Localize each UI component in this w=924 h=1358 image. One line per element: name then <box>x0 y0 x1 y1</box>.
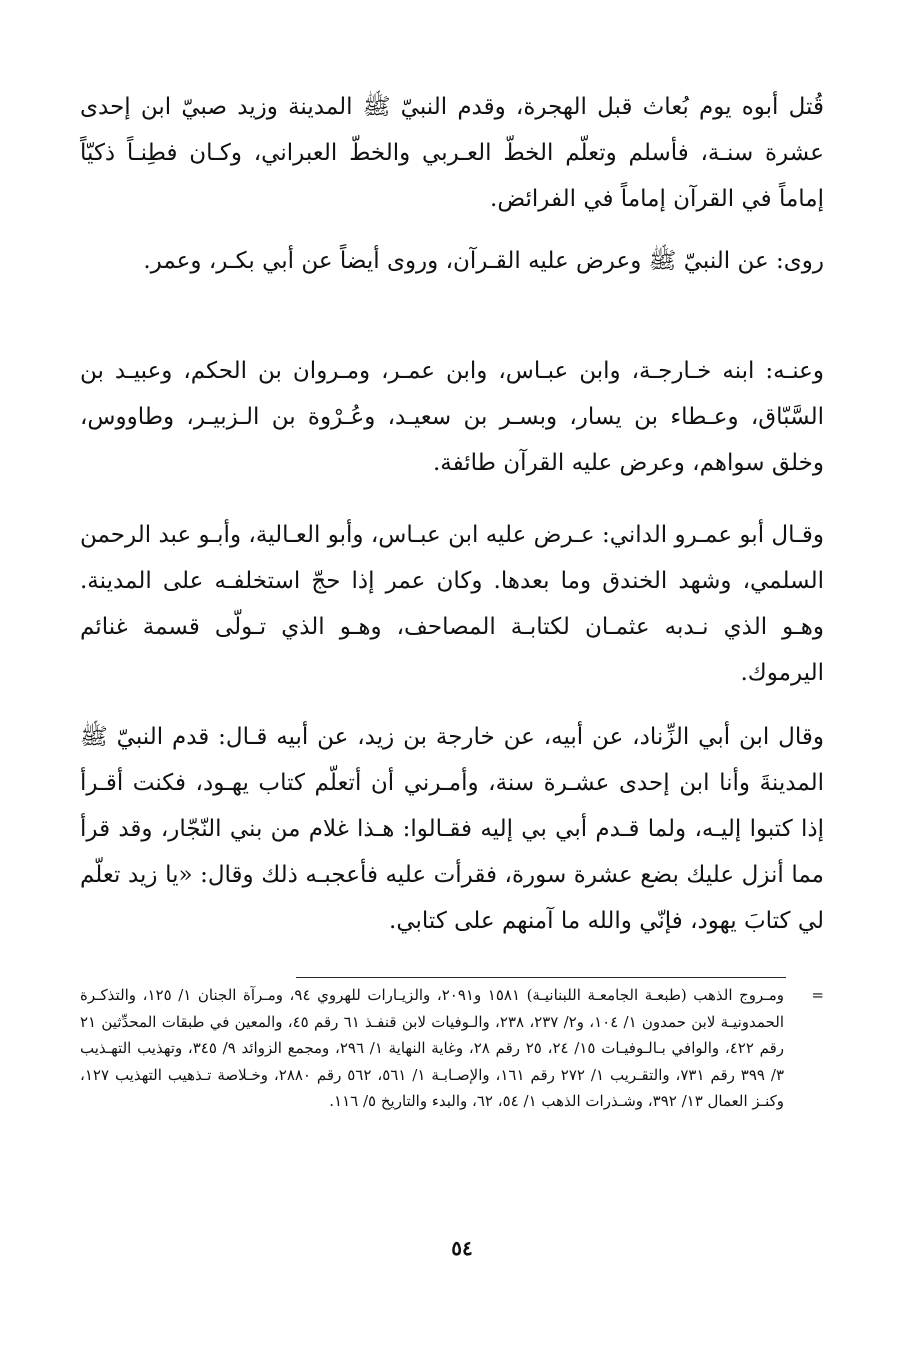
paragraph-narrated-from: روى: عن النبيّ ﷺ وعرض عليه القـرآن، وروى أيضاً عن أبي بكـر، وعمر. <box>143 248 824 274</box>
paragraph-al-dani-quote: وقـال أبو عمـرو الداني: عـرض عليه ابن عبـاس، وأبو العـالية، وأبـو عبد الرحمن السلمي، وشهد الخندق وما بعدها. وكان عمر إذا حجّ استخلفـه على المدينة. وهـو الذي نـدبه عثمـان لكتابـة المصاحف، وهـو الذي تـولّى قسمة غنائم اليرموك. <box>80 522 824 686</box>
footnote-text: ومـروج الذهب (طبعـة الجامعـة اللبنانيـة) ١٥٨١ و٢٠٩١، والزيـارات للهروي ٩٤، ومـرآة الجنان ١/ ١٢٥، والتذكـرة الحمدونيـة لابن حمدون ١/ ١٠٤، و٢/ ٢٣٧، ٢٣٨، والـوفيات لابن قنفـذ ٦١ رقم ٤٥، والمعين في طبقات المحدِّثين ٢١ رقم ٤٢٢، والوافي بـالـوفيـات ١٥/ ٢٤، ٢٥ رقم ٢٨، وغاية النهاية ١/ ٢٩٦، ومجمع الزوائد ٩/ ٣٤٥، وتهذيب التهـذيب ٣/ ٣٩٩ رقم ٧٣١، والتقـريب ١/ ٢٧٢ رقم ١٦١، والإصـابـة ١/ ٥٦١، ٥٦٢ رقم ٢٨٨٠، وخـلاصة تـذهيب التهذيب ١٢٧، وكنـز العمال ١٣/ ٣٩٢، وشـذرات الذهب ١/ ٥٤، ٦٢، والبدء والتاريخ ٥/ ١١٦. <box>80 986 785 1110</box>
paragraph-ibn-abi-zinad-quote: وقال ابن أبي الزِّناد، عن أبيه، عن خارجة بن زيد، عن أبيه قـال: قدم النبيّ ﷺ المدينةَ وأنا ابن إحدى عشـرة سنة، وأمـرني أن أتعلّم كتاب يهـود، فكنت أقـرأ إذا كتبوا إليـه، ولما قـدم أبي بي إليه فقـالوا: هـذا غلام من بني النّجّار، وقد قرأ مما أنزل عليك بضع عشرة سورة، فقرأت عليه فأعجبـه ذلك وقال: «يا زيد تعلّم لي كتابَ يهود، فإنّي والله ما آمنهم على كتابي. <box>80 724 824 934</box>
paragraph-narrators: وعنـه: ابنه خـارجـة، وابن عبـاس، وابن عمـر، ومـروان بن الحكم، وعبيـد بن السَّبّاق، وعـطاء بن يسار، وبسـر بن سعيـد، وعُـرْوة بن الـزبيـر، وطاووس، وخلق سواهم، وعرض عليه القرآن طائفة. <box>80 358 824 476</box>
footnote <box>80 982 824 1115</box>
footnote-continuation-mark: = <box>811 986 824 1004</box>
paragraph-biography: قُتل أبوه يوم بُعاث قبل الهجرة، وقدم النبيّ ﷺ المدينة وزيد صبيّ ابن إحدى عشرة سنـة، فأسلم وتعلّم الخطّ العـربي والخطّ العبراني، وكـان فطِنـاً ذكيّاً إماماً في القرآن إماماً في الفرائض. <box>80 94 824 212</box>
page-number: ٥٤ <box>451 1236 473 1260</box>
footnote-separator <box>296 977 786 978</box>
